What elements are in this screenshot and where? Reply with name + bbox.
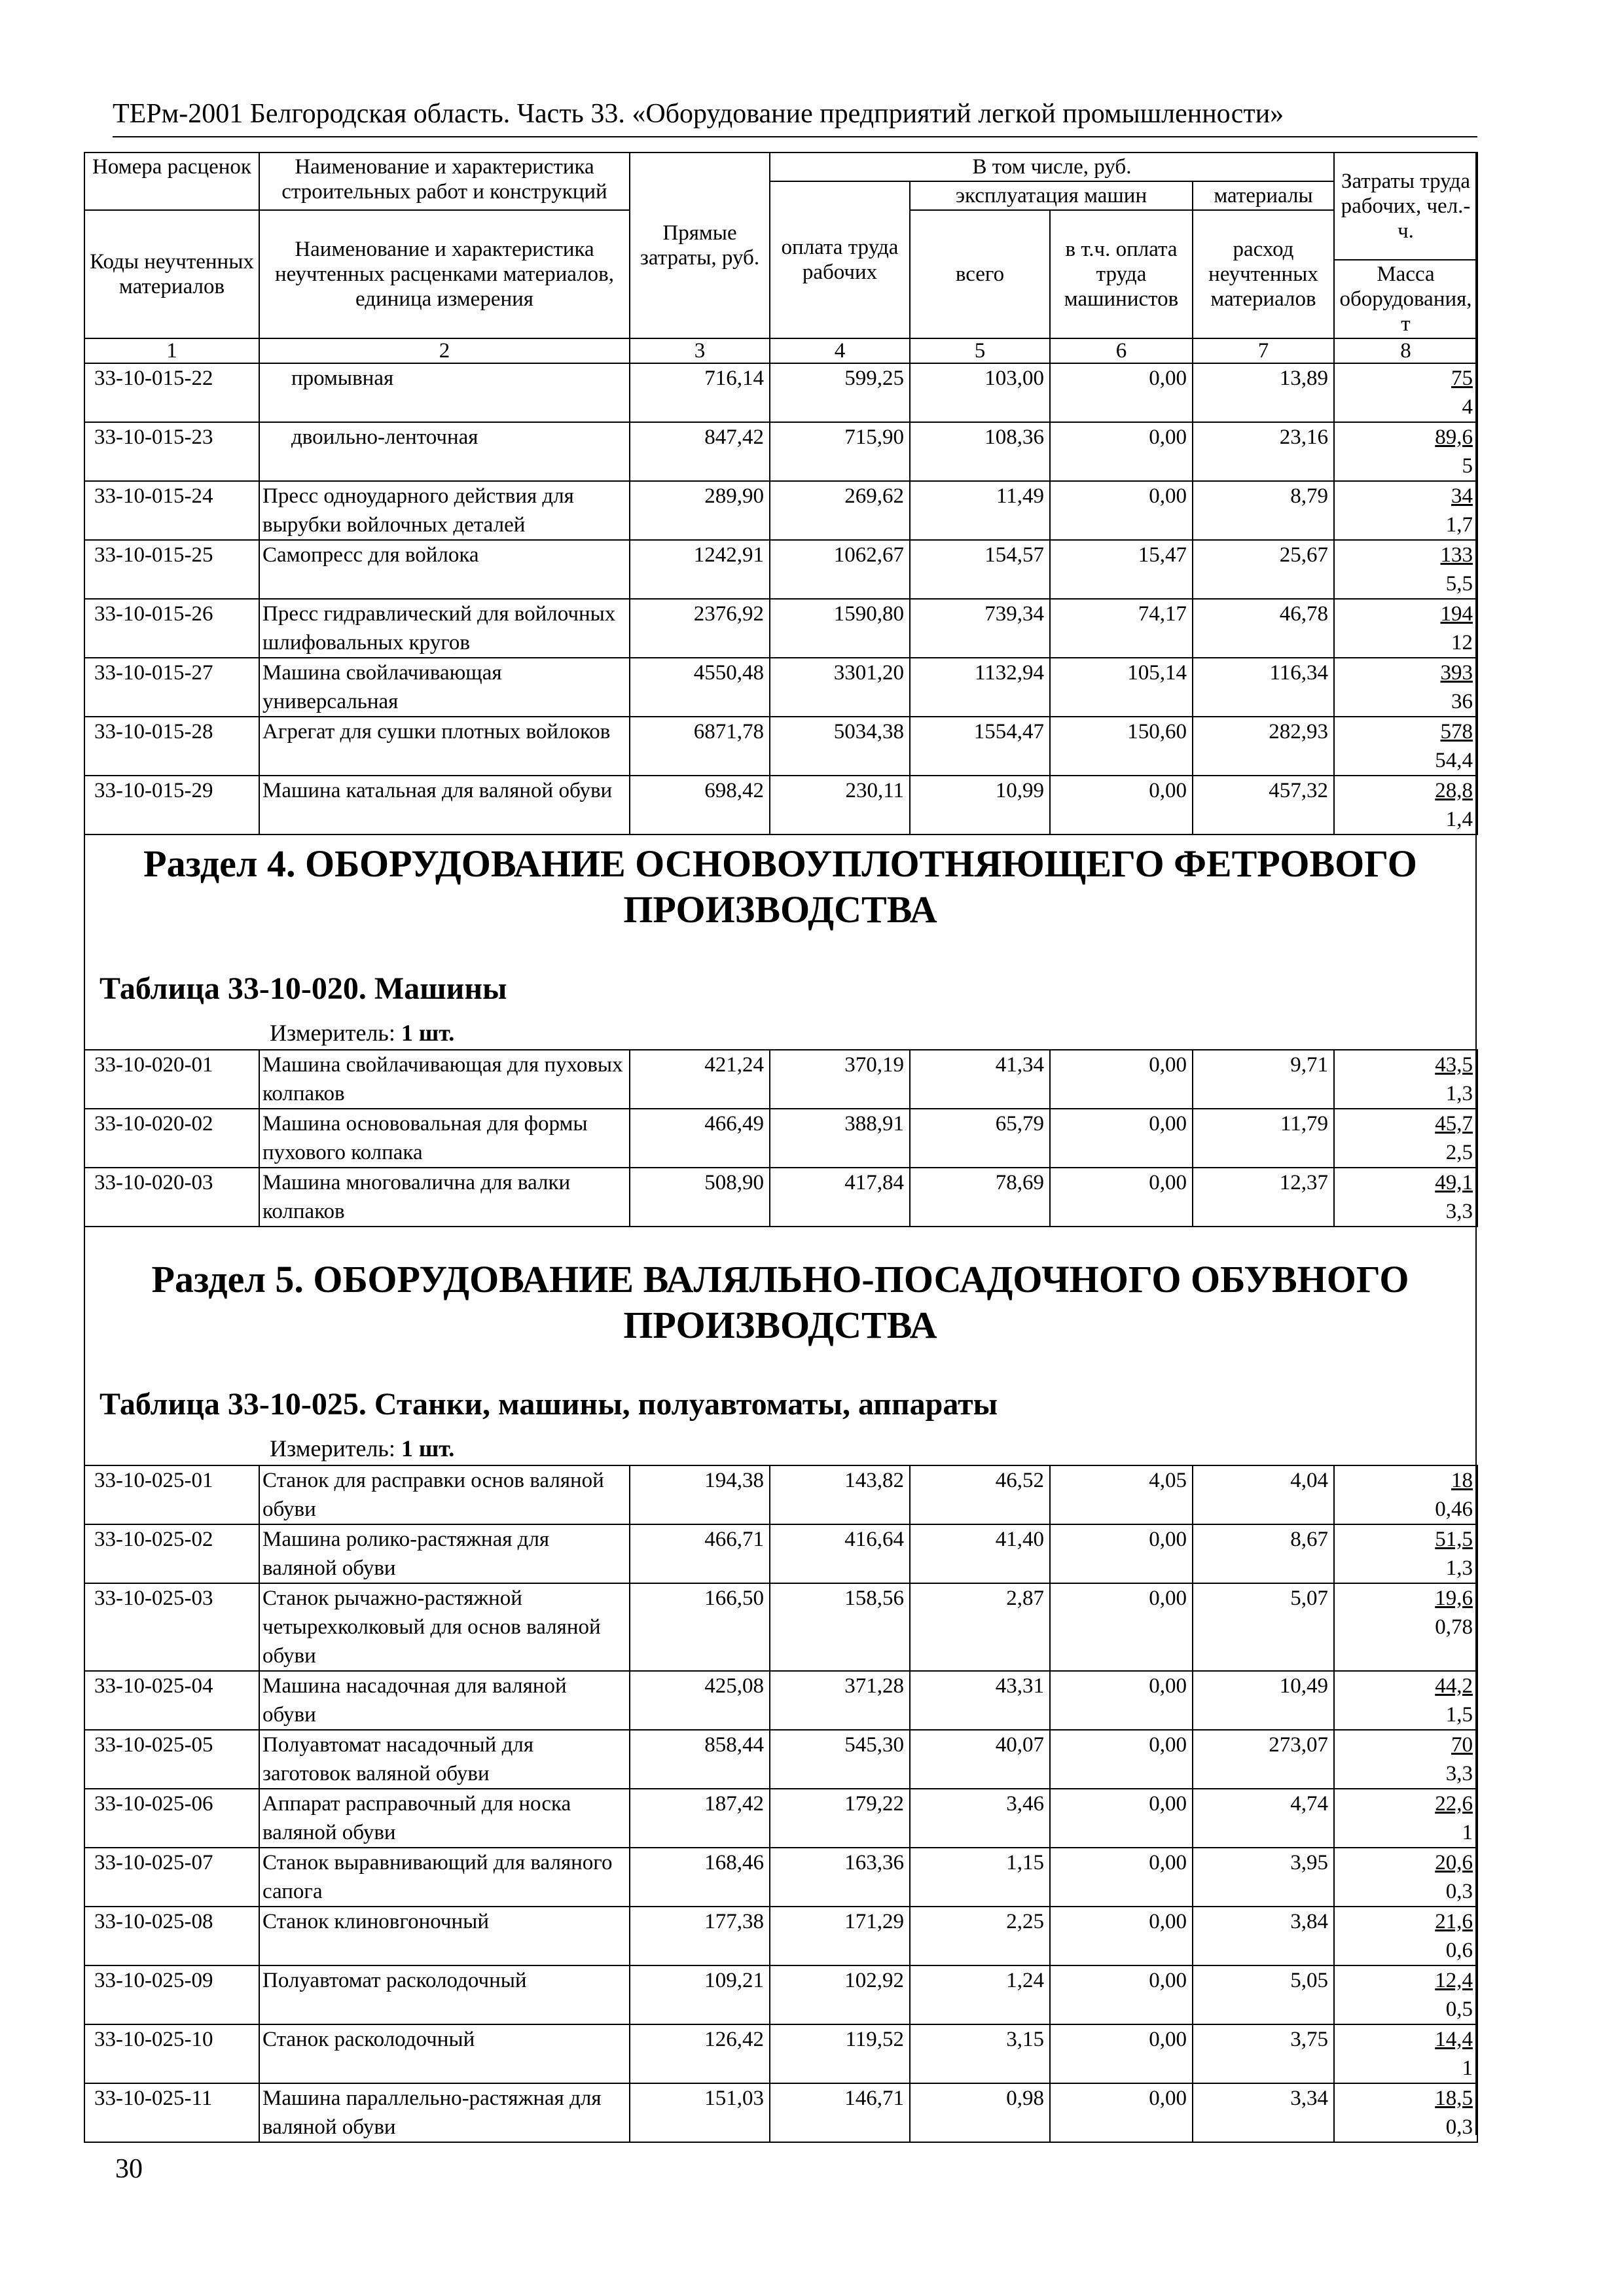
machines-total: 3,46 — [910, 1789, 1050, 1848]
labor-costs: 19,6 — [1435, 1587, 1473, 1610]
labor-costs: 133 — [1440, 543, 1473, 567]
rate-name: Агрегат для сушки плотных войлоков — [259, 717, 630, 776]
wages: 102,92 — [770, 1965, 910, 2024]
direct-costs: 194,38 — [630, 1465, 770, 1524]
materials: 9,71 — [1193, 1050, 1334, 1109]
rate-name: Самопресс для войлока — [259, 540, 630, 599]
direct-costs: 716,14 — [630, 363, 770, 422]
materials: 273,07 — [1193, 1730, 1334, 1789]
wages: 545,30 — [770, 1730, 910, 1789]
table-row — [84, 363, 1477, 422]
rate-name: Машина ролико-растяжная для валяной обуви — [259, 1524, 630, 1583]
operators-wages: 150,60 — [1050, 717, 1193, 776]
materials: 25,67 — [1193, 540, 1334, 599]
table-row — [84, 1524, 1477, 1583]
labor-costs: 12,4 — [1435, 1969, 1473, 1992]
equipment-mass: 1,5 — [1445, 1703, 1473, 1727]
labor-and-mass — [1334, 2083, 1477, 2142]
machines-total: 46,52 — [910, 1465, 1050, 1524]
table-row — [84, 717, 1477, 776]
table-row — [84, 1583, 1477, 1671]
wages: 5034,38 — [770, 717, 910, 776]
labor-and-mass — [1334, 1050, 1477, 1109]
labor-costs: 75 — [1451, 367, 1473, 390]
rate-code: 33-10-020-01 — [84, 1050, 259, 1109]
column-number: 8 — [1334, 338, 1477, 363]
machines-total: 2,87 — [910, 1583, 1050, 1671]
labor-costs: 45,7 — [1435, 1112, 1473, 1136]
materials: 457,32 — [1193, 776, 1334, 834]
labor-and-mass — [1334, 717, 1477, 776]
equipment-mass: 5,5 — [1445, 572, 1473, 596]
operators-wages: 4,05 — [1050, 1465, 1193, 1524]
table-row — [84, 1168, 1477, 1227]
equipment-mass: 2,5 — [1445, 1141, 1473, 1164]
machines-total: 65,79 — [910, 1109, 1050, 1168]
rates-table-33-10-020 — [84, 1049, 1478, 1227]
section-4-title: Раздел 4. ОБОРУДОВАНИЕ ОСНОВОУПЛОТНЯЮЩЕГО ФЕТРОВОГО ПРОИЗВОДСТВА — [143, 842, 1417, 931]
labor-and-mass — [1334, 1789, 1477, 1848]
column-number: 6 — [1050, 338, 1193, 363]
materials: 3,95 — [1193, 1848, 1334, 1907]
direct-costs: 6871,78 — [630, 717, 770, 776]
materials: 3,34 — [1193, 2083, 1334, 2142]
direct-costs: 177,38 — [630, 1907, 770, 1965]
rate-name: Машина многовалична для валки колпаков — [259, 1168, 630, 1227]
page-header: ТЕРм-2001 Белгородская область. Часть 33. «Оборудование предприятий легкой промышленности» — [113, 98, 1477, 137]
direct-costs: 858,44 — [630, 1730, 770, 1789]
labor-costs: 578 — [1440, 720, 1473, 744]
machines-total: 1,15 — [910, 1848, 1050, 1907]
labor-and-mass — [1334, 1168, 1477, 1227]
labor-and-mass — [1334, 363, 1477, 422]
table-row — [84, 776, 1477, 834]
machines-total: 739,34 — [910, 599, 1050, 658]
wages: 119,52 — [770, 2024, 910, 2083]
rate-code: 33-10-025-09 — [84, 1965, 259, 2024]
wages: 1062,67 — [770, 540, 910, 599]
header-unaccounted-materials: расход неучтенных материалов — [1193, 210, 1334, 338]
machines-total: 43,31 — [910, 1671, 1050, 1730]
equipment-mass: 0,46 — [1435, 1498, 1473, 1521]
labor-costs: 14,4 — [1435, 2028, 1473, 2051]
rate-name: Станок для расправки основ валяной обуви — [259, 1465, 630, 1524]
labor-and-mass — [1334, 658, 1477, 717]
direct-costs: 289,90 — [630, 481, 770, 540]
wages: 269,62 — [770, 481, 910, 540]
machines-total: 3,15 — [910, 2024, 1050, 2083]
header-operators-wages: в т.ч. оплата труда машинистов — [1050, 210, 1193, 338]
wages: 370,19 — [770, 1050, 910, 1109]
rate-code: 33-10-025-11 — [84, 2083, 259, 2142]
measure-label: Измеритель: — [270, 1435, 395, 1462]
equipment-mass: 3,3 — [1445, 1762, 1473, 1785]
labor-costs: 28,8 — [1435, 779, 1473, 802]
rate-code: 33-10-025-03 — [84, 1583, 259, 1671]
machines-total: 2,25 — [910, 1907, 1050, 1965]
direct-costs: 425,08 — [630, 1671, 770, 1730]
column-number: 4 — [770, 338, 910, 363]
table-row — [84, 1907, 1477, 1965]
rate-name: Машина свойлачивающая для пуховых колпаков — [259, 1050, 630, 1109]
table-row — [84, 540, 1477, 599]
wages: 146,71 — [770, 2083, 910, 2142]
direct-costs: 166,50 — [630, 1583, 770, 1671]
measure-unit — [270, 1435, 454, 1462]
rate-code: 33-10-025-01 — [84, 1465, 259, 1524]
table-33-10-025-title: Таблица 33-10-025. Станки, машины, полуавтоматы, аппараты — [99, 1387, 998, 1422]
direct-costs: 466,49 — [630, 1109, 770, 1168]
column-number: 5 — [910, 338, 1050, 363]
materials: 8,67 — [1193, 1524, 1334, 1583]
direct-costs: 508,90 — [630, 1168, 770, 1227]
direct-costs: 109,21 — [630, 1965, 770, 2024]
labor-and-mass — [1334, 1465, 1477, 1524]
rate-name: Машина параллельно-растяжная для валяной обуви — [259, 2083, 630, 2142]
rate-code: 33-10-015-29 — [84, 776, 259, 834]
machines-total: 41,40 — [910, 1524, 1050, 1583]
rate-code: 33-10-015-26 — [84, 599, 259, 658]
labor-and-mass — [1334, 422, 1477, 481]
materials: 8,79 — [1193, 481, 1334, 540]
rate-name: Полуавтомат расколодочный — [259, 1965, 630, 2024]
wages: 163,36 — [770, 1848, 910, 1907]
labor-costs: 393 — [1440, 661, 1473, 685]
rate-code: 33-10-025-07 — [84, 1848, 259, 1907]
rate-code: 33-10-015-27 — [84, 658, 259, 717]
materials: 46,78 — [1193, 599, 1334, 658]
materials: 4,04 — [1193, 1465, 1334, 1524]
measure-label: Измеритель: — [270, 1020, 395, 1046]
operators-wages: 0,00 — [1050, 1050, 1193, 1109]
rate-code: 33-10-025-06 — [84, 1789, 259, 1848]
rate-code: 33-10-015-25 — [84, 540, 259, 599]
operators-wages: 0,00 — [1050, 1168, 1193, 1227]
direct-costs: 1242,91 — [630, 540, 770, 599]
materials: 23,16 — [1193, 422, 1334, 481]
operators-wages: 0,00 — [1050, 363, 1193, 422]
direct-costs: 847,42 — [630, 422, 770, 481]
machines-total: 0,98 — [910, 2083, 1050, 2142]
direct-costs: 466,71 — [630, 1524, 770, 1583]
direct-costs: 151,03 — [630, 2083, 770, 2142]
direct-costs: 4550,48 — [630, 658, 770, 717]
operators-wages: 0,00 — [1050, 481, 1193, 540]
equipment-mass: 4 — [1462, 395, 1473, 419]
rate-code: 33-10-020-03 — [84, 1168, 259, 1227]
wages: 416,64 — [770, 1524, 910, 1583]
machines-total: 10,99 — [910, 776, 1050, 834]
labor-and-mass — [1334, 481, 1477, 540]
table-row — [84, 2083, 1477, 2142]
materials: 5,05 — [1193, 1965, 1334, 2024]
header-materials: материалы — [1193, 181, 1334, 210]
wages: 417,84 — [770, 1168, 910, 1227]
wages: 171,29 — [770, 1907, 910, 1965]
materials: 12,37 — [1193, 1168, 1334, 1227]
rate-name: Машина основовальная для формы пухового колпака — [259, 1109, 630, 1168]
direct-costs: 698,42 — [630, 776, 770, 834]
operators-wages: 0,00 — [1050, 776, 1193, 834]
header-machines: эксплуатация машин — [910, 181, 1193, 210]
equipment-mass: 1,3 — [1445, 1556, 1473, 1580]
labor-and-mass — [1334, 540, 1477, 599]
direct-costs: 126,42 — [630, 2024, 770, 2083]
equipment-mass: 0,3 — [1445, 2115, 1473, 2139]
labor-costs: 18,5 — [1435, 2087, 1473, 2110]
table-row — [84, 2024, 1477, 2083]
operators-wages: 0,00 — [1050, 2024, 1193, 2083]
table-row — [84, 1965, 1477, 2024]
equipment-mass: 54,4 — [1435, 749, 1473, 772]
materials: 13,89 — [1193, 363, 1334, 422]
wages: 599,25 — [770, 363, 910, 422]
page-number: 30 — [115, 2154, 143, 2184]
machines-total: 11,49 — [910, 481, 1050, 540]
labor-costs: 34 — [1451, 484, 1473, 508]
operators-wages: 0,00 — [1050, 1965, 1193, 2024]
equipment-mass: 5 — [1462, 454, 1473, 478]
direct-costs: 421,24 — [630, 1050, 770, 1109]
wages: 388,91 — [770, 1109, 910, 1168]
wages: 179,22 — [770, 1789, 910, 1848]
equipment-mass: 12 — [1451, 631, 1473, 655]
operators-wages: 0,00 — [1050, 1848, 1193, 1907]
operators-wages: 74,17 — [1050, 599, 1193, 658]
machines-total: 1554,47 — [910, 717, 1050, 776]
equipment-mass: 1 — [1462, 2056, 1473, 2080]
header-material-codes: Коды неучтенных материалов — [84, 210, 259, 338]
table-row — [84, 1848, 1477, 1907]
labor-and-mass — [1334, 2024, 1477, 2083]
operators-wages: 105,14 — [1050, 658, 1193, 717]
operators-wages: 0,00 — [1050, 1583, 1193, 1671]
rate-name: промывная — [259, 363, 630, 422]
rate-name: Пресс гидравлический для войлочных шлифовальных кругов — [259, 599, 630, 658]
materials: 10,49 — [1193, 1671, 1334, 1730]
equipment-mass: 1,4 — [1445, 808, 1473, 831]
measure-value: 1 шт. — [401, 1435, 455, 1462]
wages: 371,28 — [770, 1671, 910, 1730]
labor-and-mass — [1334, 1907, 1477, 1965]
labor-and-mass — [1334, 776, 1477, 834]
labor-and-mass — [1334, 1109, 1477, 1168]
direct-costs: 187,42 — [630, 1789, 770, 1848]
rate-name: Аппарат расправочный для носка валяной обуви — [259, 1789, 630, 1848]
table-row — [84, 599, 1477, 658]
header-labor-costs: Затраты труда рабочих, чел.-ч. — [1334, 152, 1477, 260]
materials: 3,75 — [1193, 2024, 1334, 2083]
header-including: В том числе, руб. — [770, 152, 1334, 181]
table-row — [84, 1730, 1477, 1789]
column-number: 3 — [630, 338, 770, 363]
wages: 715,90 — [770, 422, 910, 481]
operators-wages: 0,00 — [1050, 422, 1193, 481]
wages: 1590,80 — [770, 599, 910, 658]
rate-code: 33-10-025-05 — [84, 1730, 259, 1789]
wages: 3301,20 — [770, 658, 910, 717]
rate-name: Полуавтомат насадочный для заготовок валяной обуви — [259, 1730, 630, 1789]
rate-code: 33-10-015-24 — [84, 481, 259, 540]
operators-wages: 0,00 — [1050, 1524, 1193, 1583]
table-row — [84, 422, 1477, 481]
table-header-grid — [84, 152, 1478, 835]
section-5-title: Раздел 5. ОБОРУДОВАНИЕ ВАЛЯЛЬНО-ПОСАДОЧНОГО ОБУВНОГО ПРОИЗВОДСТВА — [151, 1258, 1409, 1346]
table-row — [84, 1465, 1477, 1524]
labor-and-mass — [1334, 1583, 1477, 1671]
table-row — [84, 1050, 1477, 1109]
equipment-mass: 1,7 — [1445, 513, 1473, 537]
labor-costs: 18 — [1451, 1469, 1473, 1492]
labor-and-mass — [1334, 1730, 1477, 1789]
operators-wages: 0,00 — [1050, 1789, 1193, 1848]
equipment-mass: 1 — [1462, 1821, 1473, 1844]
machines-total: 40,07 — [910, 1730, 1050, 1789]
materials: 4,74 — [1193, 1789, 1334, 1848]
machines-total: 41,34 — [910, 1050, 1050, 1109]
equipment-mass: 0,5 — [1445, 1998, 1473, 2021]
rate-name: двоильно-ленточная — [259, 422, 630, 481]
direct-costs: 2376,92 — [630, 599, 770, 658]
rate-code: 33-10-015-28 — [84, 717, 259, 776]
equipment-mass: 1,3 — [1445, 1082, 1473, 1105]
materials: 5,07 — [1193, 1583, 1334, 1671]
rate-name: Станок рычажно-растяжной четырехколковый для основ валяной обуви — [259, 1583, 630, 1671]
labor-costs: 43,5 — [1435, 1053, 1473, 1077]
operators-wages: 0,00 — [1050, 2083, 1193, 2142]
table-row — [84, 658, 1477, 717]
measure-value: 1 шт. — [401, 1020, 455, 1046]
rate-code: 33-10-015-22 — [84, 363, 259, 422]
table-row — [84, 1671, 1477, 1730]
operators-wages: 0,00 — [1050, 1907, 1193, 1965]
materials: 116,34 — [1193, 658, 1334, 717]
rate-code: 33-10-020-02 — [84, 1109, 259, 1168]
machines-total: 108,36 — [910, 422, 1050, 481]
operators-wages: 0,00 — [1050, 1671, 1193, 1730]
header-rate-numbers: Номера расценок — [84, 152, 259, 210]
labor-and-mass — [1334, 1848, 1477, 1907]
wages: 143,82 — [770, 1465, 910, 1524]
rate-name: Станок расколодочный — [259, 2024, 630, 2083]
header-material-names: Наименование и характеристика неучтенных расценками материалов, единица измерения — [259, 210, 630, 338]
rate-name: Пресс одноударного действия для вырубки войлочных деталей — [259, 481, 630, 540]
rate-name: Машина свойлачивающая универсальная — [259, 658, 630, 717]
machines-total: 154,57 — [910, 540, 1050, 599]
rate-name: Машина катальная для валяной обуви — [259, 776, 630, 834]
labor-and-mass — [1334, 1965, 1477, 2024]
equipment-mass: 3,3 — [1445, 1200, 1473, 1223]
rates-table-33-10-025 — [84, 1465, 1478, 2143]
wages: 158,56 — [770, 1583, 910, 1671]
equipment-mass: 36 — [1451, 690, 1473, 713]
rate-code: 33-10-015-23 — [84, 422, 259, 481]
machines-total: 1,24 — [910, 1965, 1050, 2024]
rate-name: Станок клиновгоночный — [259, 1907, 630, 1965]
labor-costs: 70 — [1451, 1733, 1473, 1757]
header-direct-costs: Прямые затраты, руб. — [630, 152, 770, 338]
rate-code: 33-10-025-08 — [84, 1907, 259, 1965]
materials: 282,93 — [1193, 717, 1334, 776]
column-number: 2 — [259, 338, 630, 363]
machines-total: 78,69 — [910, 1168, 1050, 1227]
labor-costs: 89,6 — [1435, 425, 1473, 449]
machines-total: 103,00 — [910, 363, 1050, 422]
table-row — [84, 1109, 1477, 1168]
rate-code: 33-10-025-04 — [84, 1671, 259, 1730]
rate-name: Станок выравнивающий для валяного сапога — [259, 1848, 630, 1907]
column-number: 7 — [1193, 338, 1334, 363]
labor-costs: 51,5 — [1435, 1528, 1473, 1551]
header-machines-total: всего — [910, 210, 1050, 338]
operators-wages: 0,00 — [1050, 1109, 1193, 1168]
labor-costs: 194 — [1440, 602, 1473, 626]
measure-unit — [270, 1019, 454, 1047]
column-number: 1 — [84, 338, 259, 363]
direct-costs: 168,46 — [630, 1848, 770, 1907]
labor-and-mass — [1334, 599, 1477, 658]
table-row — [84, 481, 1477, 540]
labor-costs: 20,6 — [1435, 1851, 1473, 1874]
table-row — [84, 1789, 1477, 1848]
rate-code: 33-10-025-02 — [84, 1524, 259, 1583]
labor-costs: 21,6 — [1435, 1910, 1473, 1933]
equipment-mass: 0,78 — [1435, 1615, 1473, 1639]
labor-costs: 44,2 — [1435, 1674, 1473, 1698]
labor-and-mass — [1334, 1671, 1477, 1730]
rate-name: Машина насадочная для валяной обуви — [259, 1671, 630, 1730]
operators-wages: 0,00 — [1050, 1730, 1193, 1789]
table-33-10-020-title: Таблица 33-10-020. Машины — [99, 971, 507, 1006]
materials: 11,79 — [1193, 1109, 1334, 1168]
equipment-mass: 0,3 — [1445, 1880, 1473, 1903]
labor-costs: 22,6 — [1435, 1792, 1473, 1816]
rate-code: 33-10-025-10 — [84, 2024, 259, 2083]
labor-and-mass — [1334, 1524, 1477, 1583]
operators-wages: 15,47 — [1050, 540, 1193, 599]
header-work-name: Наименование и характеристика строительных работ и конструкций — [259, 152, 630, 210]
header-wages: оплата труда рабочих — [770, 181, 910, 338]
materials: 3,84 — [1193, 1907, 1334, 1965]
header-equipment-mass: Масса оборудования, т — [1334, 260, 1477, 338]
equipment-mass: 0,6 — [1445, 1939, 1473, 1962]
machines-total: 1132,94 — [910, 658, 1050, 717]
wages: 230,11 — [770, 776, 910, 834]
labor-costs: 49,1 — [1435, 1171, 1473, 1194]
